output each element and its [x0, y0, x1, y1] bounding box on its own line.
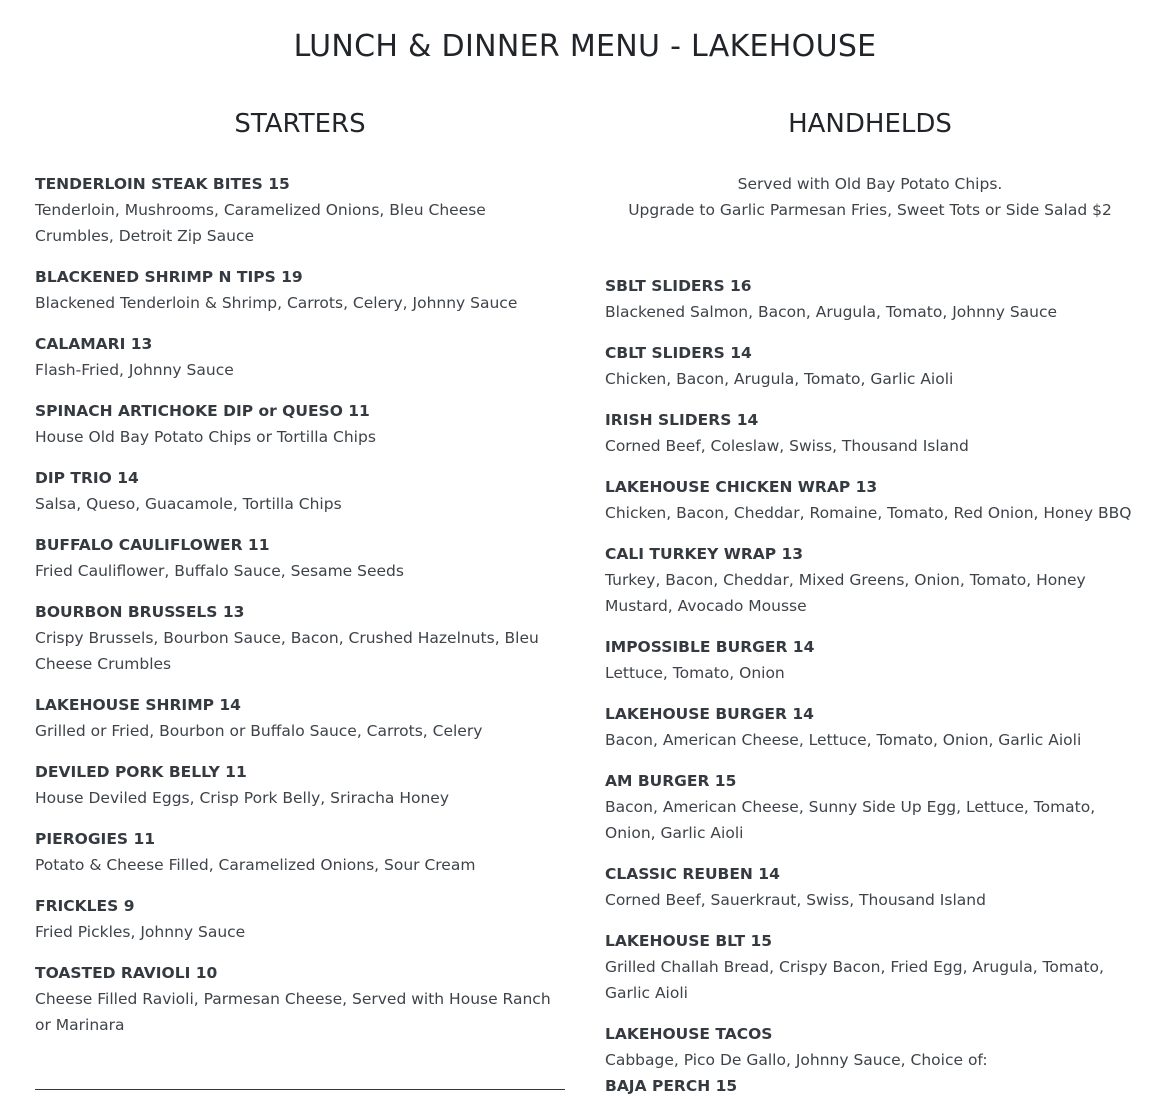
sub-item-name: BAJA PERCH 15: [605, 1077, 738, 1095]
item-name: IRISH SLIDERS 14: [605, 411, 759, 429]
item-description: Salsa, Queso, Guacamole, Tortilla Chips: [35, 495, 342, 513]
item-description: Turkey, Bacon, Cheddar, Mixed Greens, Onion, Tomato, Honey Mustard, Avocado Mousse: [605, 571, 1086, 615]
page-title: LUNCH & DINNER MENU - LAKEHOUSE: [293, 29, 877, 64]
starters-heading: STARTERS: [234, 109, 366, 139]
menu-item: [605, 861, 1135, 913]
menu-item: [35, 532, 565, 584]
item-name: TOASTED RAVIOLI 10: [35, 964, 218, 982]
item-name: CLASSIC REUBEN 14: [605, 865, 780, 883]
item-description: Chicken, Bacon, Arugula, Tomato, Garlic Aioli: [605, 370, 954, 388]
item-description: Blackened Salmon, Bacon, Arugula, Tomato, Johnny Sauce: [605, 303, 1058, 321]
item-description: Grilled or Fried, Bourbon or Buffalo Sauce, Carrots, Celery: [35, 722, 483, 740]
item-name: PIEROGIES 11: [35, 830, 156, 848]
item-description: Bacon, American Cheese, Sunny Side Up Egg, Lettuce, Tomato, Onion, Garlic Aioli: [605, 798, 1096, 842]
menu-item: [605, 340, 1135, 392]
item-name: CBLT SLIDERS 14: [605, 344, 752, 362]
item-name: DEVILED PORK BELLY 11: [35, 763, 247, 781]
item-description: Fried Cauliflower, Buffalo Sauce, Sesame Seeds: [35, 562, 404, 580]
item-name: LAKEHOUSE BLT 15: [605, 932, 773, 950]
item-name: SPINACH ARTICHOKE DIP or QUESO 11: [35, 402, 370, 420]
item-description: House Old Bay Potato Chips or Tortilla Chips: [35, 428, 376, 446]
item-description: Fried Pickles, Johnny Sauce: [35, 923, 246, 941]
menu-item: [35, 599, 565, 677]
item-name: CALI TURKEY WRAP 13: [605, 545, 804, 563]
menu-item: [605, 474, 1135, 526]
handhelds-list: [605, 273, 1135, 1099]
starters-list: [35, 171, 565, 1053]
menu-item: [605, 1021, 1135, 1099]
note-line: Upgrade to Garlic Parmesan Fries, Sweet Tots or Side Salad $2: [628, 201, 1112, 219]
item-name: CALAMARI 13: [35, 335, 153, 353]
item-description: Corned Beef, Sauerkraut, Swiss, Thousand Island: [605, 891, 986, 909]
item-name: IMPOSSIBLE BURGER 14: [605, 638, 815, 656]
item-name: LAKEHOUSE CHICKEN WRAP 13: [605, 478, 878, 496]
item-description: Lettuce, Tomato, Onion: [605, 664, 785, 682]
menu-item: [35, 465, 565, 517]
item-name: DIP TRIO 14: [35, 469, 139, 487]
item-description: House Deviled Eggs, Crisp Pork Belly, Sriracha Honey: [35, 789, 449, 807]
menu-item: [605, 768, 1135, 846]
menu-item: [35, 826, 565, 878]
item-name: BLACKENED SHRIMP N TIPS 19: [35, 268, 303, 286]
menu-item: [35, 692, 565, 744]
item-description: Bacon, American Cheese, Lettuce, Tomato, Onion, Garlic Aioli: [605, 731, 1082, 749]
menu-item: [605, 928, 1135, 1006]
menu-item: [35, 264, 565, 316]
item-description: Cabbage, Pico De Gallo, Johnny Sauce, Choice of:: [605, 1051, 988, 1069]
item-description: Tenderloin, Mushrooms, Caramelized Onions, Bleu Cheese Crumbles, Detroit Zip Sauce: [35, 201, 486, 245]
item-name: BOURBON BRUSSELS 13: [35, 603, 245, 621]
menu-item: [35, 759, 565, 811]
note-line: Served with Old Bay Potato Chips.: [737, 175, 1003, 193]
menu-item: [35, 171, 565, 249]
item-name: LAKEHOUSE BURGER 14: [605, 705, 814, 723]
item-description: Flash-Fried, Johnny Sauce: [35, 361, 234, 379]
menu-item: [605, 273, 1135, 325]
item-description: Cheese Filled Ravioli, Parmesan Cheese, Served with House Ranch or Marinara: [35, 990, 551, 1034]
menu-item: [605, 407, 1135, 459]
handhelds-heading: HANDHELDS: [788, 109, 952, 139]
handhelds-note: [605, 171, 1135, 223]
item-name: LAKEHOUSE SHRIMP 14: [35, 696, 241, 714]
item-description: Corned Beef, Coleslaw, Swiss, Thousand Island: [605, 437, 969, 455]
menu-item: [605, 634, 1135, 686]
section-divider: [35, 1089, 565, 1090]
item-name: TENDERLOIN STEAK BITES 15: [35, 175, 290, 193]
menu-item: [35, 960, 565, 1038]
item-description: Grilled Challah Bread, Crispy Bacon, Fried Egg, Arugula, Tomato, Garlic Aioli: [605, 958, 1104, 1002]
menu-item: [605, 541, 1135, 619]
item-description: Blackened Tenderloin & Shrimp, Carrots, Celery, Johnny Sauce: [35, 294, 518, 312]
item-description: Chicken, Bacon, Cheddar, Romaine, Tomato, Red Onion, Honey BBQ: [605, 504, 1132, 522]
item-description: Potato & Cheese Filled, Caramelized Onions, Sour Cream: [35, 856, 476, 874]
menu-item: [35, 398, 565, 450]
item-description: Crispy Brussels, Bourbon Sauce, Bacon, Crushed Hazelnuts, Bleu Cheese Crumbles: [35, 629, 539, 673]
item-name: AM BURGER 15: [605, 772, 737, 790]
menu-item: [35, 893, 565, 945]
item-name: FRICKLES 9: [35, 897, 135, 915]
item-name: BUFFALO CAULIFLOWER 11: [35, 536, 270, 554]
item-name: LAKEHOUSE TACOS: [605, 1025, 773, 1043]
item-name: SBLT SLIDERS 16: [605, 277, 752, 295]
menu-item: [605, 701, 1135, 753]
menu-item: [35, 331, 565, 383]
